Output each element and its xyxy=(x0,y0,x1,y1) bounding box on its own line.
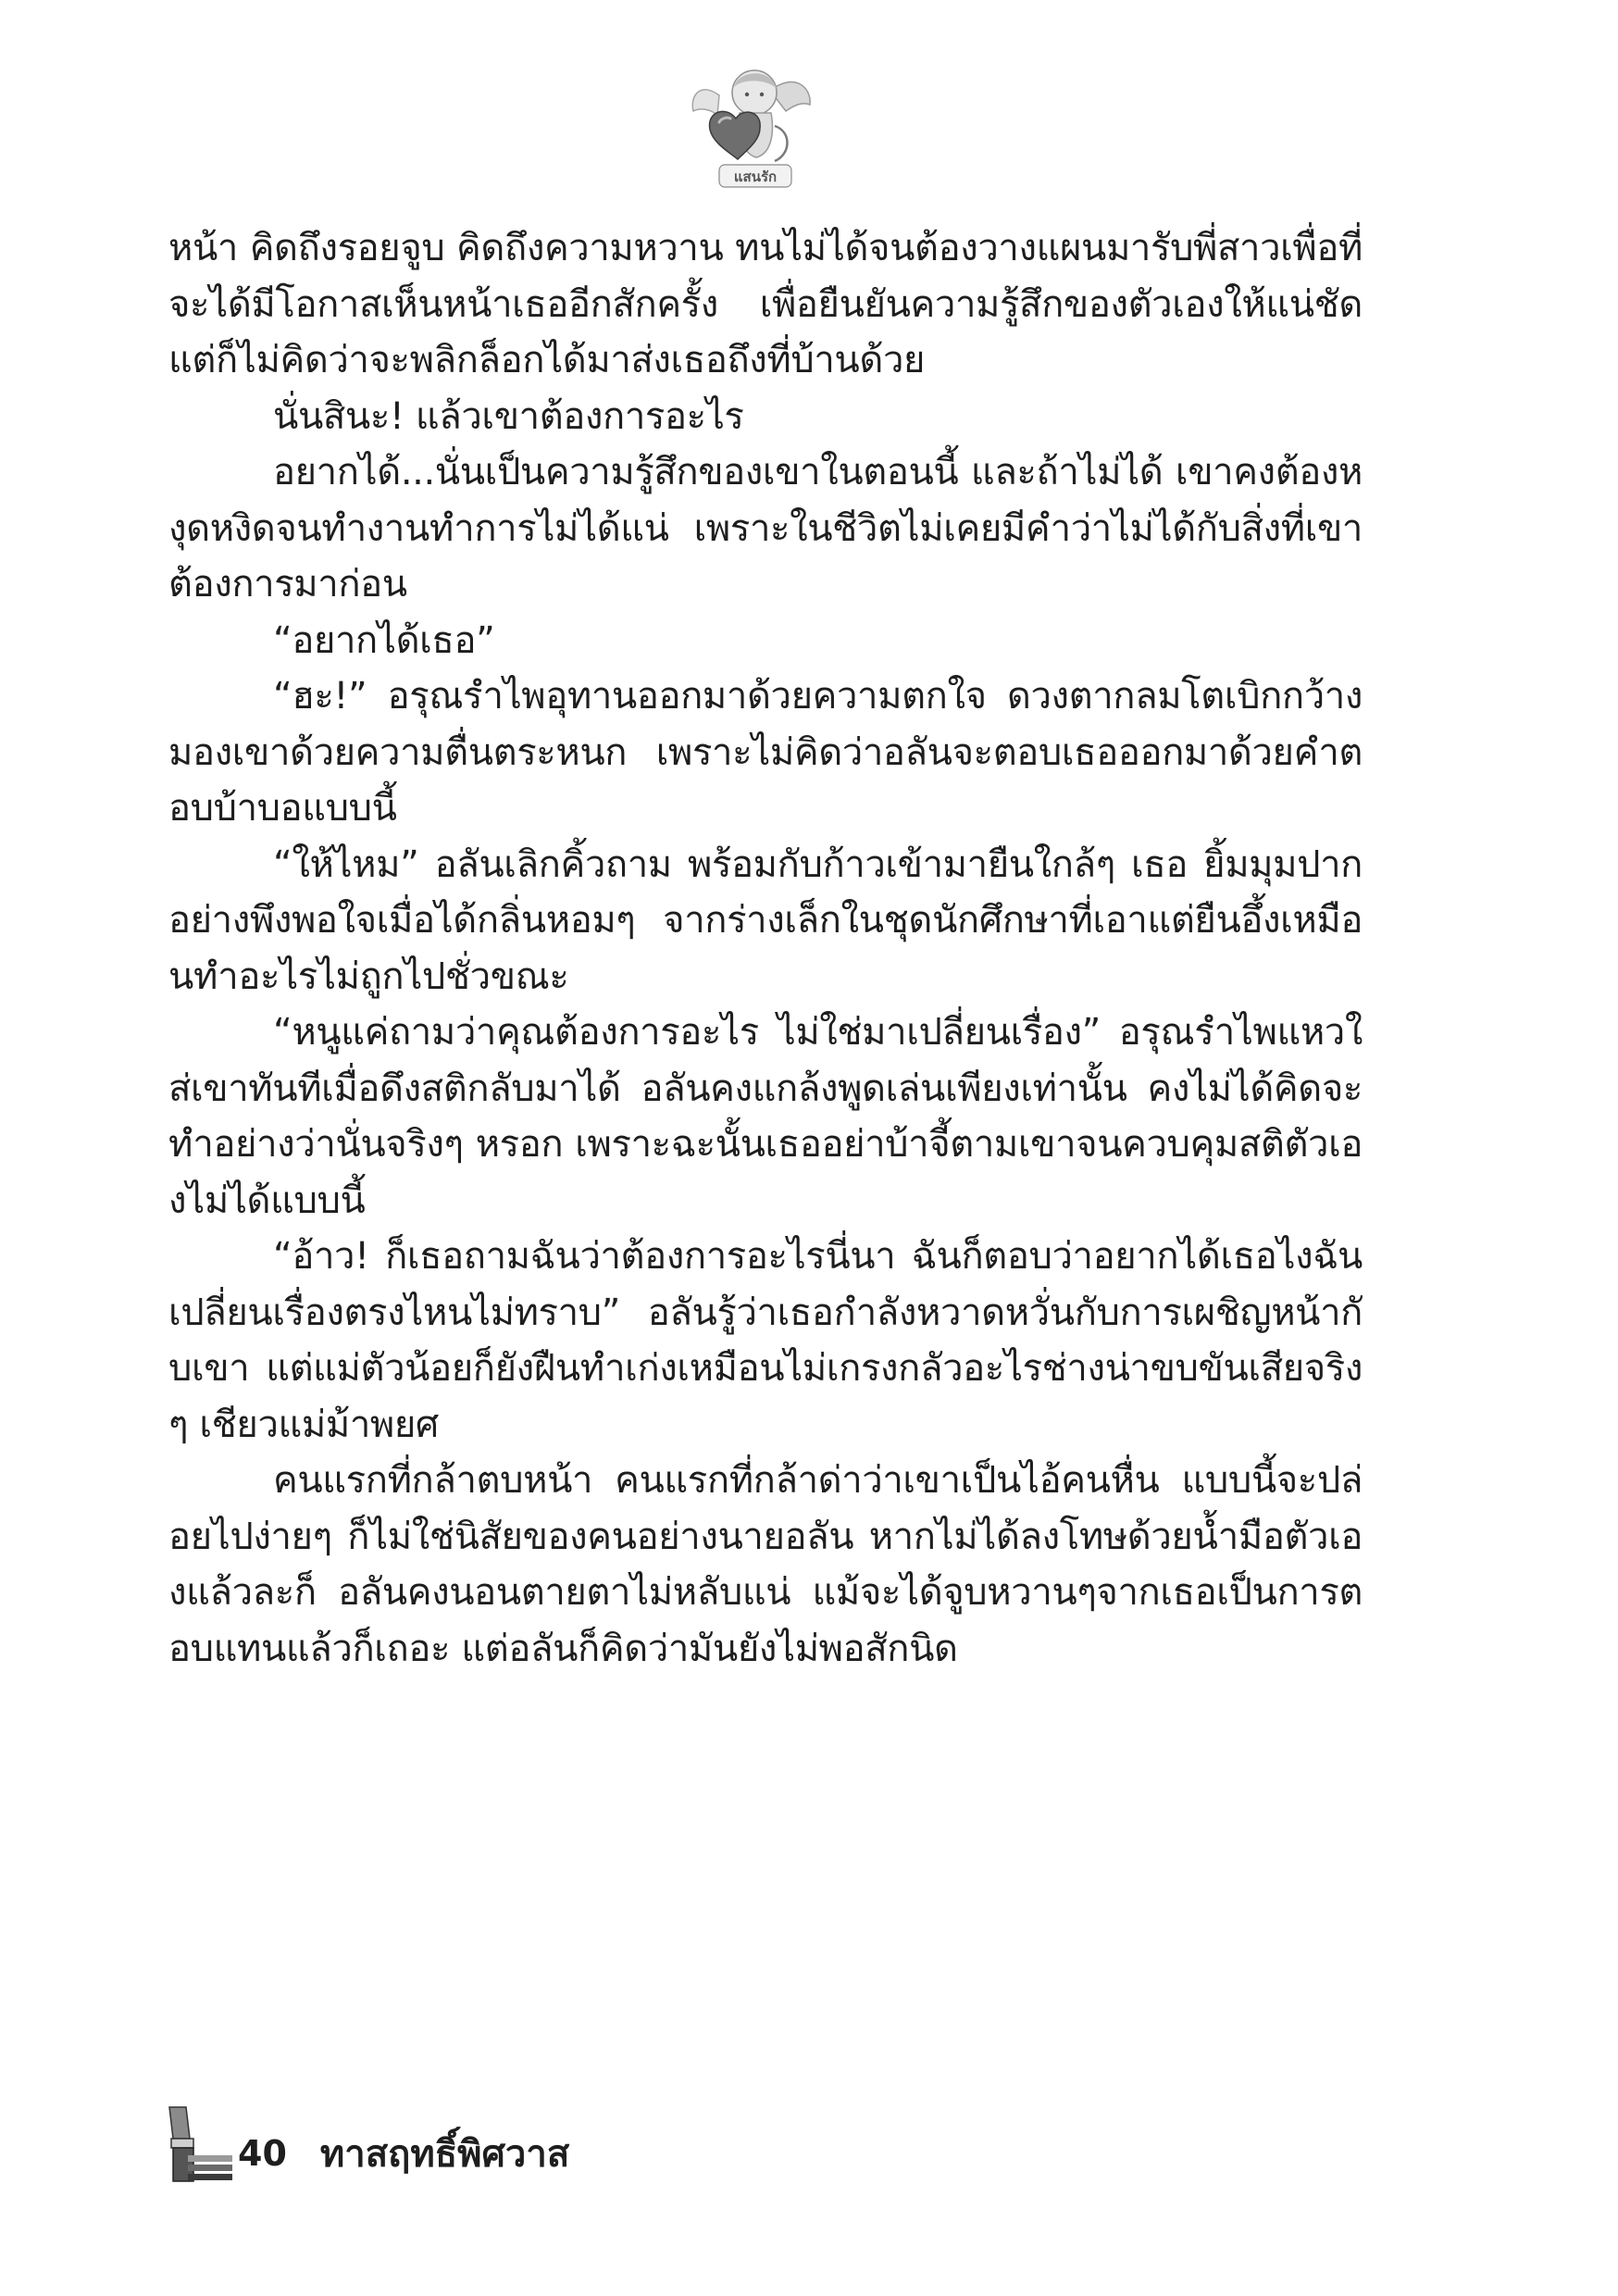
book-title: ทาสฤทธิ์พิศวาส xyxy=(319,2133,570,2176)
paragraph: หน้า คิดถึงรอยจูบ คิดถึงความหวาน ทนไม่ได้จนต้องวางแผนมารับพี่สาวเพื่อที่จะได้มีโอกาสเห็นหน้าเธออีกสักครั้ง เพื่อยืนยันความรู้สึกของตัวเองให้แน่ชัด แต่ก็ไม่คิดว่าจะพลิกล็อกได้มาส่งเธอถึงที่บ้านด้วย xyxy=(168,227,1363,381)
paragraph: นั่นสินะ! แล้วเขาต้องการอะไร xyxy=(273,394,744,438)
paragraph: “อยากได้เธอ” xyxy=(273,618,495,662)
publisher-logo xyxy=(682,54,821,193)
page-footer xyxy=(162,2102,569,2185)
paragraph: “ให้ไหม” อลันเลิกคิ้วถาม พร้อมกับก้าวเข้ามายืนใกล้ๆ เธอ ยิ้มมุมปากอย่างพึงพอใจเมื่อได้กลิ่นหอมๆ จากร่างเล็กในชุดนักศึกษาที่เอาแต่ยืนอึ้งเหมือนทำอะไรไม่ถูกไปชั่วขณะ xyxy=(168,842,1363,998)
paragraph: “อ้าว! ก็เธอถามฉันว่าต้องการอะไรนี่นา ฉันก็ตอบว่าอยากได้เธอไงฉันเปลี่ยนเรื่องตรงไหนไม่ทราบ” อลันรู้ว่าเธอกำลังหวาดหวั่นกับการเผชิญหน้ากับเขา แต่แม่ตัวน้อยก็ยังฝืนทำเก่งเหมือนไม่เกรงกลัวอะไรช่างน่าขบขันเสียจริงๆ เชียวแม่ม้าพยศ xyxy=(168,1235,1363,1446)
paragraph: อยากได้...นั่นเป็นความรู้สึกของเขาในตอนนี้ และถ้าไม่ได้ เขาคงต้องหงุดหงิดจนทำงานทำการไม่ได้แน่ เพราะในชีวิตไม่เคยมีคำว่าไม่ได้กับสิ่งที่เขาต้องการมาก่อน xyxy=(168,451,1363,605)
paragraph: “ฮะ!” อรุณรำไพอุทานออกมาด้วยความตกใจ ดวงตากลมโตเบิกกว้างมองเขาด้วยความตื่นตระหนก เพราะไม่คิดว่าอลันจะตอบเธอออกมาด้วยคำตอบบ้าบอแบบนี้ xyxy=(168,675,1363,830)
logo-text: แสนรัก xyxy=(733,168,778,185)
lipstick-icon xyxy=(162,2102,236,2185)
page-number: 40 xyxy=(238,2133,287,2174)
cupid-heart-logo-icon xyxy=(682,54,821,193)
paragraph: คนแรกที่กล้าตบหน้า คนแรกที่กล้าด่าว่าเขาเป็นไอ้คนหื่น แบบนี้จะปล่อยไปง่ายๆ ก็ไม่ใช่นิสัยของคนอย่างนายอลัน หากไม่ได้ลงโทษด้วยน้ำมือตัวเองแล้วละก็ อลันคงนอนตายตาไม่หลับแน่ แม้จะได้จูบหวานๆจากเธอเป็นการตอบแทนแล้วก็เถอะ แต่อลันก็คิดว่ามันยังไม่พอสักนิด xyxy=(168,1459,1363,1670)
paragraph: “หนูแค่ถามว่าคุณต้องการอะไร ไม่ใช่มาเปลี่ยนเรื่อง” อรุณรำไพแหวใส่เขาทันทีเมื่อดึงสติกลับมาได้ อลันคงแกล้งพูดเล่นเพียงเท่านั้น คงไม่ได้คิดจะทำอย่างว่านั่นจริงๆ หรอก เพราะฉะนั้นเธออย่าบ้าจี้ตามเขาจนควบคุมสติตัวเองไม่ได้แบบนี้ xyxy=(168,1011,1363,1222)
main-text xyxy=(168,220,1363,1677)
